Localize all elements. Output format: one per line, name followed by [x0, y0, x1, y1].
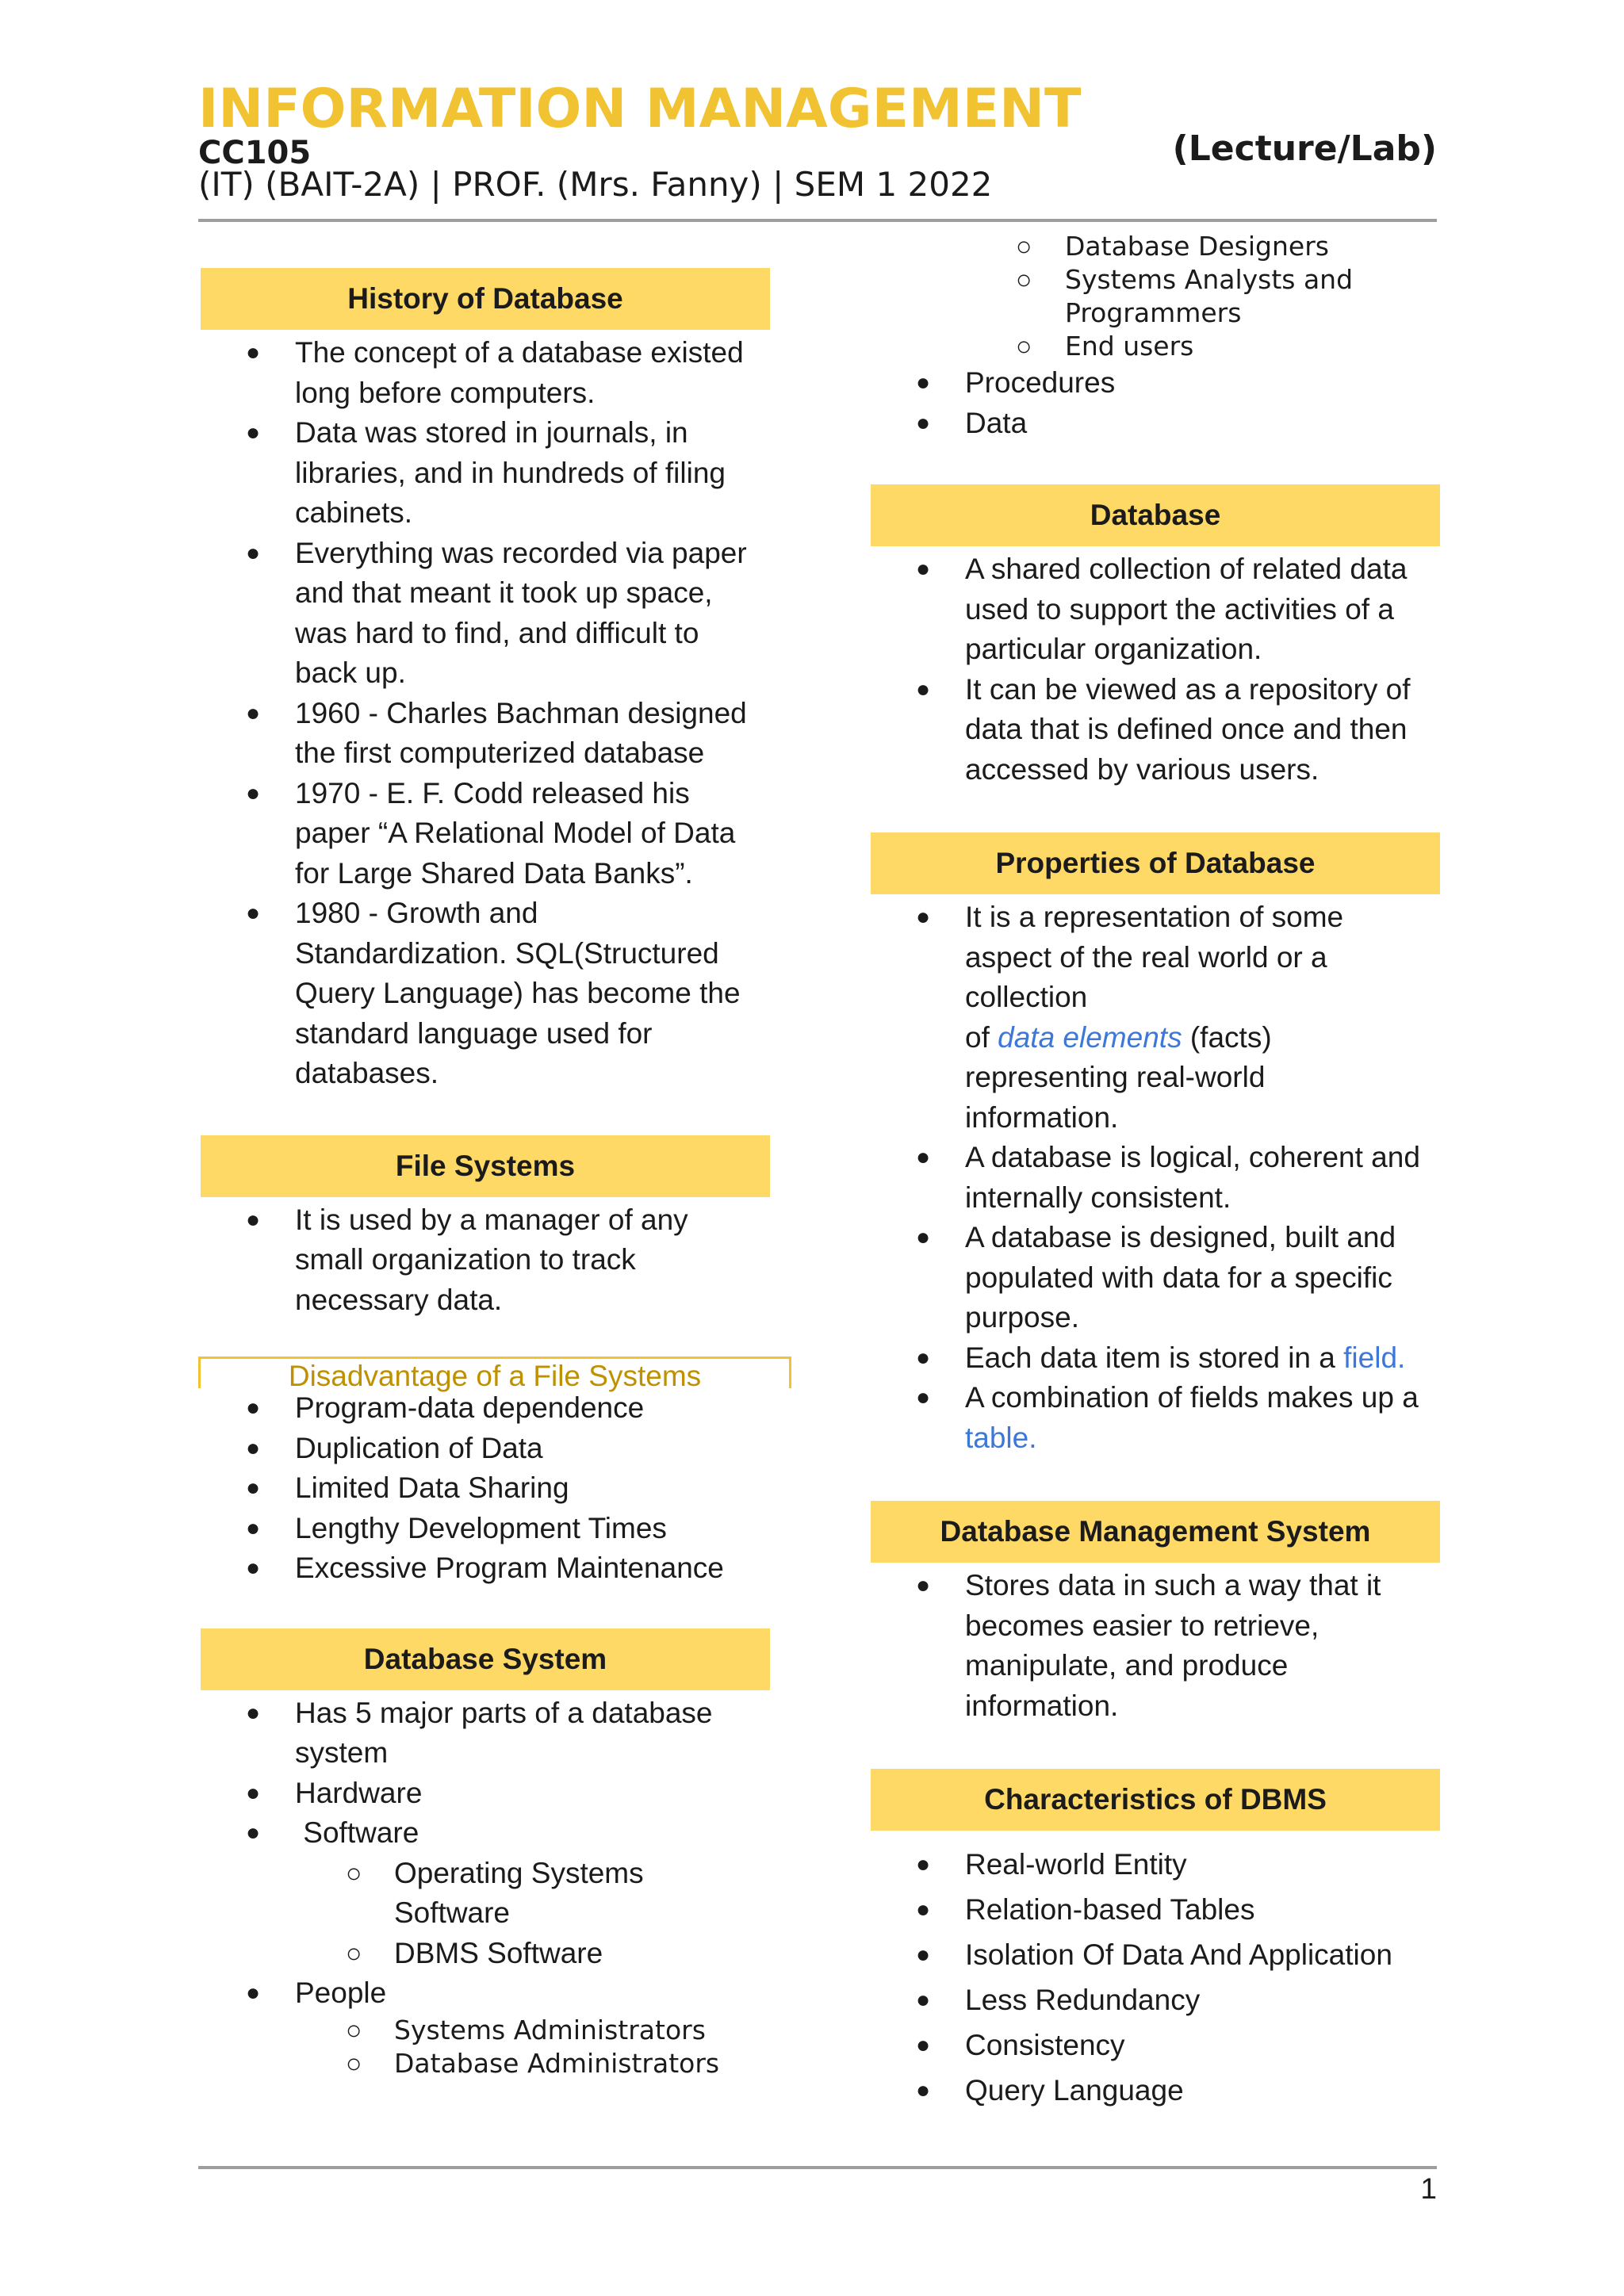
list-item: ● A database is designed, built and populated with data for a specific purpose. [868, 1218, 1447, 1338]
sub-list-item: ○ Database Designers [868, 230, 1447, 263]
list-item: ● Each data item is stored in a field. [868, 1338, 1447, 1379]
sub-list-item: ○ Database Administrators [198, 2047, 801, 2080]
list-item: ● It can be viewed as a repository of data that is defined once and then accessed by various users. [868, 670, 1447, 790]
list-item: ● The concept of a database existed long before computers. [198, 333, 801, 413]
field-link[interactable]: field. [1343, 1341, 1406, 1374]
database-heading: Database [871, 484, 1440, 546]
page-number: 1 [1420, 2172, 1437, 2205]
list-item: ● 1970 - E. F. Codd released his paper “A Relational Model of Data for Large Shared Data Banks”. [198, 774, 801, 894]
history-heading: History of Database [201, 268, 770, 330]
list-item: ● 1980 - Growth and Standardization. SQL(Structured Query Language) has become the standard language used for databases. [198, 894, 801, 1094]
list-item: ● Data was stored in journals, in libraries, and in hundreds of filing cabinets. [198, 413, 801, 534]
list-item: ● Everything was recorded via paper and that meant it took up space, was hard to find, and difficult to back up. [198, 534, 801, 694]
list-item: ● A database is logical, coherent and internally consistent. [868, 1138, 1447, 1218]
people-continued-list [868, 230, 1447, 443]
course-kind: (Lecture/Lab) [1172, 128, 1437, 169]
list-item: ● A shared collection of related data used to support the activities of a particular organization. [868, 549, 1447, 670]
list-item: ● Software [198, 1813, 801, 1854]
file-systems-list [198, 1200, 801, 1321]
list-item: ● Has 5 major parts of a database system [198, 1693, 801, 1774]
left-column [198, 268, 801, 2080]
list-item: ● Relation-based Tables [868, 1887, 1447, 1932]
list-item: ● Program-data dependence [198, 1388, 801, 1429]
list-item: ● Less Redundancy [868, 1977, 1447, 2022]
list-item: ● Data [868, 404, 1447, 444]
properties-list [868, 897, 1447, 1458]
list-item: ● Limited Data Sharing [198, 1468, 801, 1509]
list-item: ● Duplication of Data [198, 1429, 801, 1469]
table-link[interactable]: table. [965, 1421, 1037, 1454]
characteristics-list [868, 1842, 1447, 2113]
course-title: INFORMATION MANAGEMENT [198, 78, 1082, 140]
course-code: CC105 [198, 135, 312, 171]
list-item: ● Procedures [868, 363, 1447, 404]
footer-divider [198, 2166, 1437, 2169]
sub-list-item: ○ Operating Systems Software [198, 1854, 801, 1934]
list-item: ● Consistency [868, 2022, 1447, 2068]
sub-list-item: ○ Systems Administrators [198, 2014, 801, 2047]
characteristics-heading: Characteristics of DBMS [871, 1769, 1440, 1831]
list-item: ● Hardware [198, 1774, 801, 1814]
list-item: ● People [198, 1973, 801, 2014]
page-header [198, 78, 1437, 204]
list-item: ● Stores data in such a way that it becomes easier to retrieve, manipulate, and produce information. [868, 1566, 1447, 1726]
list-item: ● It is used by a manager of any small organization to track necessary data. [198, 1200, 801, 1321]
data-elements-link[interactable]: data elements [998, 1020, 1182, 1054]
list-item: ● Lengthy Development Times [198, 1509, 801, 1549]
course-meta: (IT) (BAIT-2A) | PROF. (Mrs. Fanny) | SEM 1 2022 [198, 165, 993, 204]
list-item: ● It is a representation of some aspect of the real world or a collection of data elements (facts) representing real-world information. [868, 897, 1447, 1138]
list-item: ● 1960 - Charles Bachman designed the first computerized database [198, 694, 801, 774]
list-item: ● Real-world Entity [868, 1842, 1447, 1887]
properties-heading: Properties of Database [871, 832, 1440, 894]
database-system-list [198, 1693, 801, 2080]
sub-list-item: ○ End users [868, 330, 1447, 363]
database-list [868, 549, 1447, 790]
header-divider [198, 219, 1437, 222]
disadvantage-heading: Disadvantage of a File Systems [198, 1357, 791, 1388]
list-item: ● A combination of fields makes up a table. [868, 1378, 1447, 1458]
list-item: ● Isolation Of Data And Application [868, 1932, 1447, 1977]
history-list [198, 333, 801, 1094]
file-systems-heading: File Systems [201, 1135, 770, 1197]
sub-list-item: ○ Systems Analysts and Programmers [868, 263, 1447, 330]
dbms-heading: Database Management System [871, 1501, 1440, 1563]
dbms-list [868, 1566, 1447, 1726]
sub-list-item: ○ DBMS Software [198, 1934, 801, 1974]
database-system-heading: Database System [201, 1628, 770, 1690]
list-item: ● Excessive Program Maintenance [198, 1548, 801, 1589]
disadvantage-list [198, 1388, 801, 1589]
right-column [868, 230, 1447, 2113]
list-item: ● Query Language [868, 2068, 1447, 2113]
